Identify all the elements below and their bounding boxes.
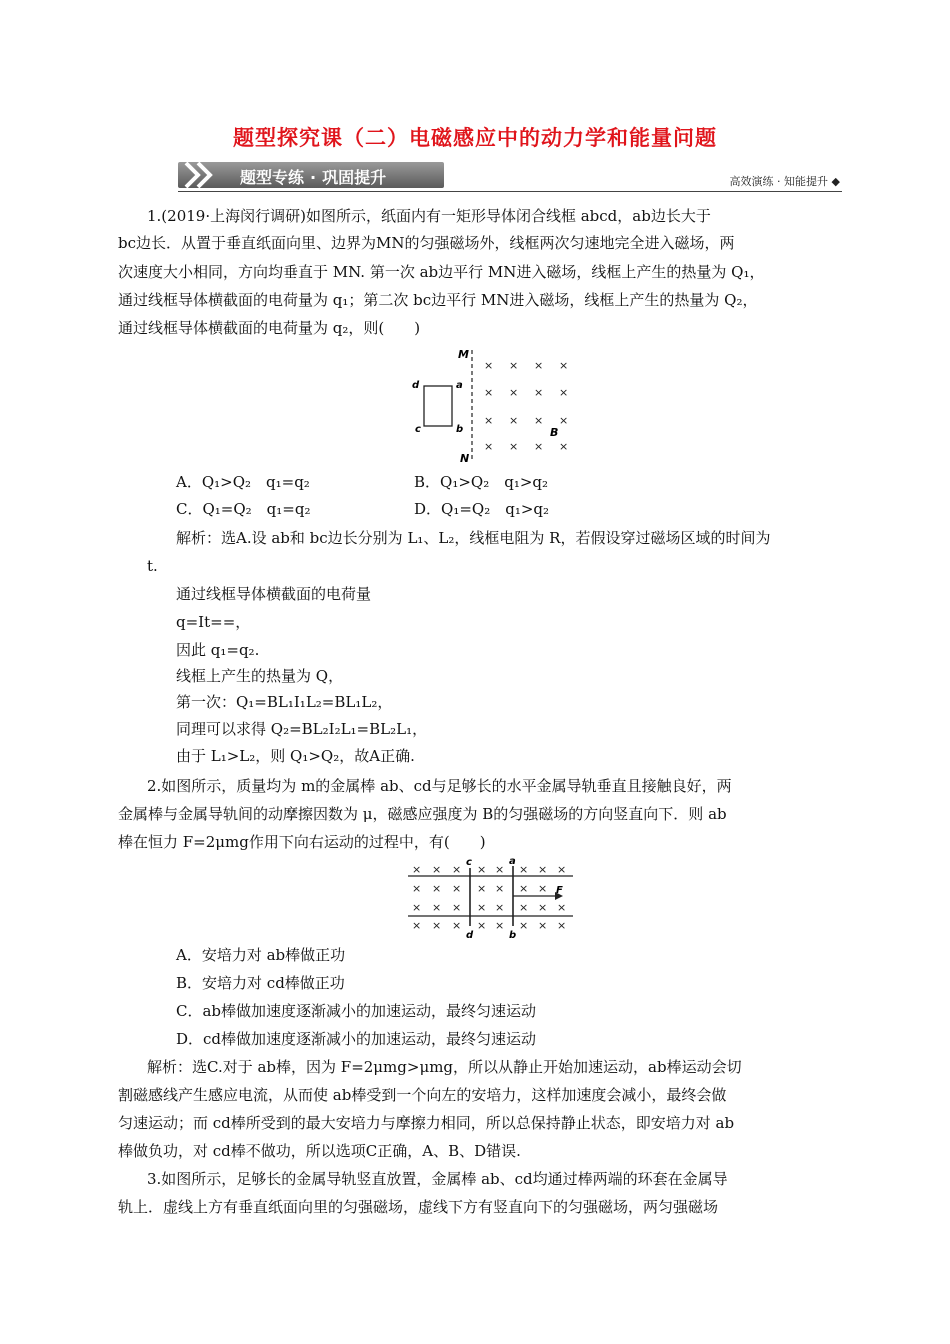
- cross: ×: [538, 919, 548, 932]
- q2-solution-1: 解析：选C.对于 ab棒，因为 F=2μmg>μmg，所以从静止开始加速运动，ab棒运动会切: [147, 1058, 742, 1076]
- cross: ×: [477, 882, 487, 895]
- cross: ×: [484, 386, 494, 399]
- fig2-label-b: b: [509, 930, 517, 941]
- cross: ×: [477, 919, 487, 932]
- q1-solution-6: 线框上产生的热量为 Q，: [176, 667, 344, 685]
- fig2-label-d: d: [466, 930, 474, 941]
- double-chevron-icon: [178, 160, 228, 190]
- q1-figure: [408, 344, 588, 466]
- cross: ×: [484, 359, 494, 372]
- cross: ×: [557, 863, 567, 876]
- q2-option-b: B．安培力对 cd棒做正功: [176, 974, 345, 992]
- cross: ×: [452, 919, 462, 932]
- banner-tail: 巩固提升: [322, 168, 387, 187]
- cross: ×: [519, 882, 529, 895]
- fig1-label-d: d: [412, 380, 420, 391]
- q2-solution-2: 割磁感线产生感应电流，从而使 ab棒受到一个向左的安培力，这样加速度会减小，最终会做: [118, 1086, 727, 1104]
- cross: ×: [534, 414, 544, 427]
- fig2-label-c: c: [466, 857, 472, 868]
- q1-option-d: D．Q₁=Q₂ q₁>q₂: [414, 500, 550, 518]
- cross: ×: [538, 863, 548, 876]
- q2-line-2: 金属棒与金属导轨间的动摩擦因数为 μ，磁感应强度为 B的匀强磁场的方向竖直向下．则 ab: [118, 805, 727, 823]
- fig1-loop: [424, 386, 452, 426]
- cross: ×: [432, 901, 442, 914]
- cross: ×: [559, 414, 569, 427]
- q1-solution-8: 同理可以求得 Q₂=BL₂I₂L₁=BL₂L₁，: [176, 720, 428, 738]
- cross: ×: [557, 901, 567, 914]
- section-banner: [178, 160, 842, 194]
- banner-left-text: [240, 165, 386, 188]
- fig1-label-M: M: [458, 348, 469, 361]
- cross: ×: [495, 901, 505, 914]
- q2-figure: [403, 856, 578, 942]
- q1-option-a: A．Q₁>Q₂ q₁=q₂: [176, 473, 310, 491]
- cross: ×: [495, 919, 505, 932]
- cross: ×: [538, 882, 548, 895]
- fig1-label-a: a: [456, 380, 463, 391]
- cross: ×: [534, 386, 544, 399]
- banner-main: 题型专练: [240, 168, 305, 187]
- cross: ×: [509, 386, 519, 399]
- cross: ×: [559, 359, 569, 372]
- cross: ×: [432, 919, 442, 932]
- cross: ×: [477, 901, 487, 914]
- cross: ×: [534, 440, 544, 453]
- q2-solution-4: 棒做负功，对 cd棒不做功，所以选项C正确，A、B、D错误.: [118, 1142, 521, 1160]
- cross: ×: [432, 882, 442, 895]
- fig2-label-a: a: [509, 856, 516, 867]
- q2-option-d: D．cd棒做加速度逐渐减小的加速运动，最终匀速运动: [176, 1030, 537, 1048]
- q1-option-b: B．Q₁>Q₂ q₁>q₂: [414, 473, 549, 491]
- page-title: 题型探究课（二）电磁感应中的动力学和能量问题: [233, 126, 717, 150]
- fig1-label-b: b: [456, 424, 464, 435]
- cross: ×: [432, 863, 442, 876]
- cross: ×: [484, 440, 494, 453]
- banner-dot: ·: [310, 168, 317, 187]
- q1-solution-1: 解析：选A.设 ab和 bc边长分别为 L₁、L₂，线框电阻为 R，若假设穿过磁场区域的时间为: [176, 529, 771, 547]
- q1-solution-2: t.: [147, 557, 158, 575]
- fig2-label-F: F: [556, 885, 563, 896]
- q1-option-c: C．Q₁=Q₂ q₁=q₂: [176, 500, 311, 518]
- fig1-label-N: N: [460, 452, 470, 465]
- q1-line-1: 1.(2019·上海闵行调研)如图所示，纸面内有一矩形导体闭合线框 abcd，ab边长大于: [147, 207, 711, 225]
- q3-line-2: 轨上．虚线上方有垂直纸面向里的匀强磁场，虚线下方有竖直向下的匀强磁场，两匀强磁场: [118, 1198, 719, 1216]
- cross: ×: [484, 414, 494, 427]
- banner-right-text: 高效演练 · 知能提升 ◆: [729, 175, 840, 188]
- cross: ×: [412, 901, 422, 914]
- cross: ×: [412, 882, 422, 895]
- banner-underline: [178, 191, 842, 192]
- q1-solution-4: q=It==，: [176, 613, 251, 631]
- cross: ×: [452, 882, 462, 895]
- fig2-field-crosses: [412, 863, 566, 932]
- cross: ×: [519, 919, 529, 932]
- cross: ×: [452, 901, 462, 914]
- cross: ×: [538, 901, 548, 914]
- cross: ×: [412, 919, 422, 932]
- cross: ×: [495, 863, 505, 876]
- cross: ×: [559, 386, 569, 399]
- fig1-label-B: B: [550, 426, 559, 439]
- cross: ×: [509, 414, 519, 427]
- q1-line-5: 通过线框导体横截面的电荷量为 q₂，则( ): [118, 319, 421, 337]
- cross: ×: [452, 863, 462, 876]
- cross: ×: [477, 863, 487, 876]
- cross: ×: [519, 863, 529, 876]
- q2-line-1: 2.如图所示，质量均为 m的金属棒 ab、cd与足够长的水平金属导轨垂直且接触良好，两: [147, 777, 732, 795]
- q1-solution-9: 由于 L₁>L₂，则 Q₁>Q₂，故A正确.: [176, 747, 415, 765]
- cross: ×: [557, 919, 567, 932]
- cross: ×: [559, 440, 569, 453]
- cross: ×: [412, 863, 422, 876]
- cross: ×: [495, 882, 505, 895]
- cross: ×: [534, 359, 544, 372]
- fig1-label-c: c: [415, 424, 421, 435]
- q1-solution-7: 第一次：Q₁=BL₁I₁L₂=BL₁L₂，: [176, 693, 393, 711]
- q1-line-3: 次速度大小相同，方向均垂直于 MN. 第一次 ab边平行 MN进入磁场，线框上产生的热量为 Q₁，: [118, 263, 765, 281]
- q2-option-c: C．ab棒做加速度逐渐减小的加速运动，最终匀速运动: [176, 1002, 537, 1020]
- cross: ×: [519, 901, 529, 914]
- q1-solution-3: 通过线框导体横截面的电荷量: [176, 585, 372, 603]
- q2-option-a: A．安培力对 ab棒做正功: [176, 946, 346, 964]
- cross: ×: [509, 359, 519, 372]
- q1-line-2: bc边长．从置于垂直纸面向里、边界为MN的匀强磁场外，线框两次匀速地完全进入磁场，两: [118, 234, 735, 252]
- q2-solution-3: 匀速运动；而 cd棒所受到的最大安培力与摩擦力相同，所以总保持静止状态，即安培力对 ab: [118, 1114, 735, 1132]
- q1-line-4: 通过线框导体横截面的电荷量为 q₁；第二次 bc边平行 MN进入磁场，线框上产生的热量为 Q₂，: [118, 291, 758, 309]
- q2-line-3: 棒在恒力 F=2μmg作用下向右运动的过程中，有( ): [118, 833, 486, 851]
- q1-solution-5: 因此 q₁=q₂.: [176, 641, 260, 659]
- q3-line-1: 3.如图所示，足够长的金属导轨竖直放置，金属棒 ab、cd均通过棒两端的环套在金属导: [147, 1170, 728, 1188]
- cross: ×: [509, 440, 519, 453]
